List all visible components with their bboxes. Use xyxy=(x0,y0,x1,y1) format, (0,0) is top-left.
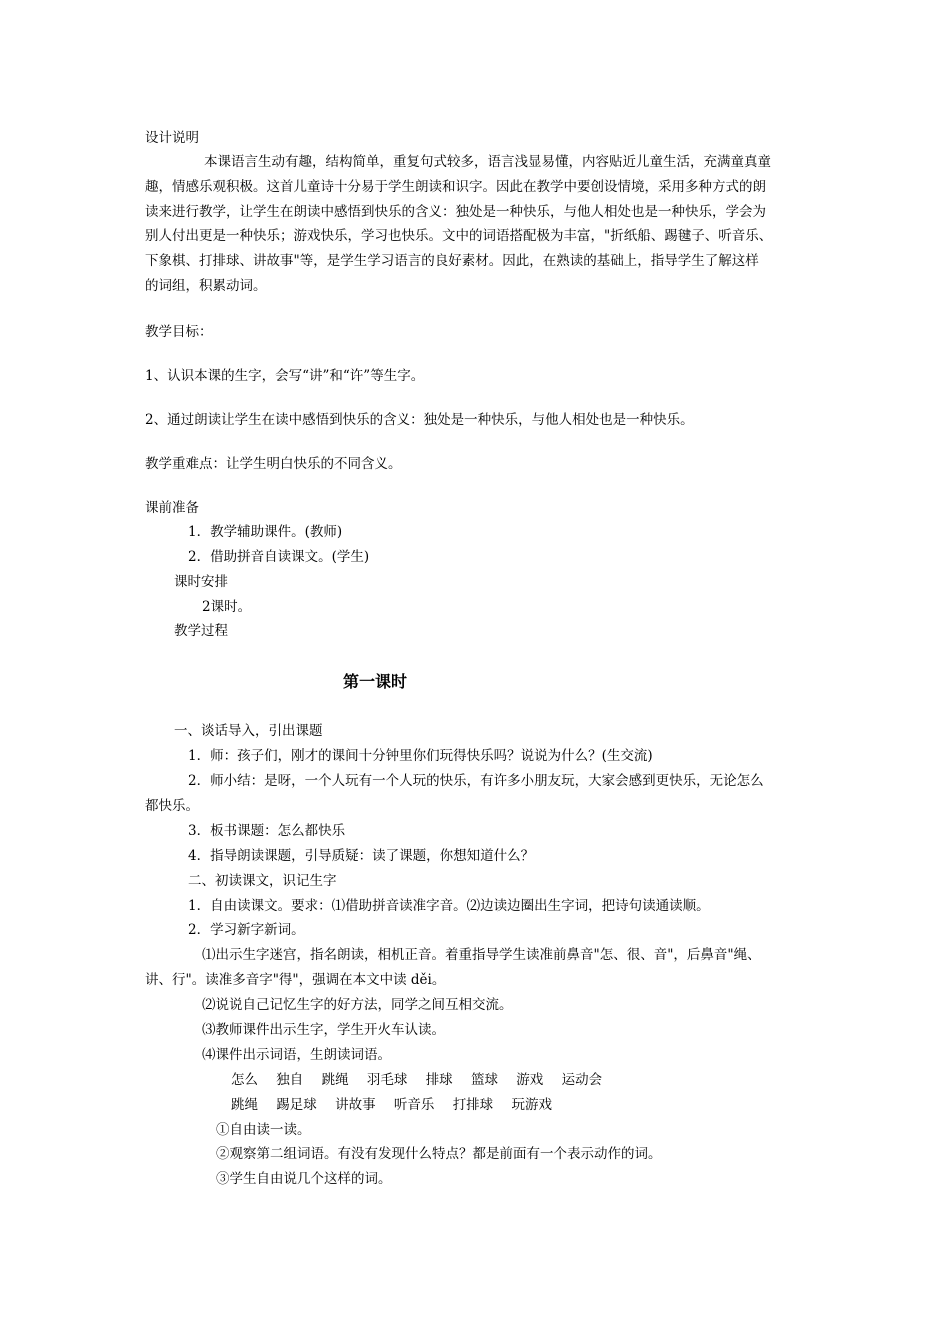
process-heading: 教学过程 xyxy=(174,623,228,639)
section1-step-1: 1．师：孩子们，刚才的课间十分钟里你们玩得快乐吗？说说为什么？(生交流) xyxy=(188,748,653,764)
word-item: 玩游戏 xyxy=(511,1097,552,1113)
prep-heading: 课前准备 xyxy=(145,500,199,516)
section1-heading: 一、谈话导入，引出课题 xyxy=(174,723,323,739)
goals-heading: 教学目标： xyxy=(145,324,213,340)
design-paragraph-line-3: 读来进行教学，让学生在朗读中感悟到快乐的含义：独处是一种快乐，与他人相处也是一种快乐，学会为 xyxy=(145,204,766,220)
section2-step-2: 2．学习新字新词。 xyxy=(188,922,305,938)
word-item: 听音乐 xyxy=(393,1097,435,1113)
lesson-title: 第一课时 xyxy=(342,672,407,691)
section2-sub-2: ⑵说说自己记忆生字的好方法，同学之间互相交流。 xyxy=(202,997,513,1013)
word-item: 独自 xyxy=(276,1072,304,1088)
section1-step-2-line-1: 2．师小结：是呀，一个人玩有一个人玩的快乐，有许多小朋友玩，大家会感到更快乐，无论怎么 xyxy=(188,773,764,789)
section2-sub-3: ⑶教师课件出示生字，学生开火车认读。 xyxy=(202,1022,445,1038)
section2-sub-4: ⑷课件出示词语，生朗读词语。 xyxy=(202,1047,391,1063)
section2-sub-1-line-1: ⑴出示生字迷宫，指名朗读，相机正音。着重指导学生读准前鼻音"怎、很、音"，后鼻音"绳、 xyxy=(202,947,761,963)
word-item: 羽毛球 xyxy=(366,1072,408,1088)
section2-step-1: 1．自由读课文。要求：⑴借助拼音读准字音。⑵边读边圈出生字词，把诗句读通读顺。 xyxy=(188,898,710,914)
word-item: 跳绳 xyxy=(231,1097,258,1113)
section1-step-4: 4．指导朗读课题，引导质疑：读了课题，你想知道什么？ xyxy=(188,848,535,864)
word-item: 怎么 xyxy=(231,1072,258,1088)
key-point: 教学重难点：让学生明白快乐的不同含义。 xyxy=(145,456,402,472)
word-list-group-1 xyxy=(231,1070,616,1090)
word-item: 运动会 xyxy=(561,1072,603,1088)
design-paragraph-line-6: 的词组，积累动词。 xyxy=(145,278,267,294)
question-3: ③学生自由说几个这样的词。 xyxy=(216,1171,392,1187)
design-heading: 设计说明 xyxy=(145,130,199,146)
goal-item-2: 2、通过朗读让学生在读中感悟到快乐的含义：独处是一种快乐，与他人相处也是一种快乐。 xyxy=(145,412,694,428)
section1-step-2-line-2: 都快乐。 xyxy=(145,798,199,814)
word-list-group-2 xyxy=(231,1095,566,1115)
goal-item-1: 1、认识本课的生字，会写“讲”和“许”等生字。 xyxy=(145,368,425,384)
word-item: 踢足球 xyxy=(276,1097,317,1113)
design-paragraph-line-4: 别人付出更是一种快乐；游戏快乐，学习也快乐。文中的词语搭配极为丰富，"折纸船、踢毽子、听音乐、 xyxy=(145,228,773,244)
word-item: 游戏 xyxy=(516,1072,544,1088)
schedule-value: 2课时。 xyxy=(202,599,252,615)
prep-item-1: 1．教学辅助课件。(教师) xyxy=(188,524,343,540)
word-item: 篮球 xyxy=(470,1072,498,1088)
section2-heading: 二、初读课文，识记生字 xyxy=(188,873,337,889)
word-item: 跳绳 xyxy=(321,1072,349,1088)
question-2: ②观察第二组词语。有没有发现什么特点？都是前面有一个表示动作的词。 xyxy=(216,1146,662,1162)
section1-step-3: 3．板书课题：怎么都快乐 xyxy=(188,823,346,839)
section2-sub-1-line-2: 讲、行"。读准多音字"得"，强调在本文中读 děi。 xyxy=(145,972,446,988)
design-paragraph-line-2: 趣，情感乐观积极。这首儿童诗十分易于学生朗读和识字。因此在教学中要创设情境，采用多种方式的朗 xyxy=(145,179,766,195)
question-1: ①自由读一读。 xyxy=(216,1122,311,1138)
schedule-heading: 课时安排 xyxy=(174,574,228,590)
word-item: 打排球 xyxy=(452,1097,494,1113)
word-item: 排球 xyxy=(425,1072,453,1088)
word-item: 讲故事 xyxy=(335,1097,376,1113)
design-paragraph-line-1: 本课语言生动有趣，结构简单，重复句式较多，语言浅显易懂，内容贴近儿童生活，充满童真童 xyxy=(204,154,771,170)
design-paragraph-line-5: 下象棋、打排球、讲故事"等，是学生学习语言的良好素材。因此，在熟读的基础上，指导学生了解这样 xyxy=(145,253,759,269)
prep-item-2: 2．借助拼音自读课文。(学生) xyxy=(188,549,370,565)
